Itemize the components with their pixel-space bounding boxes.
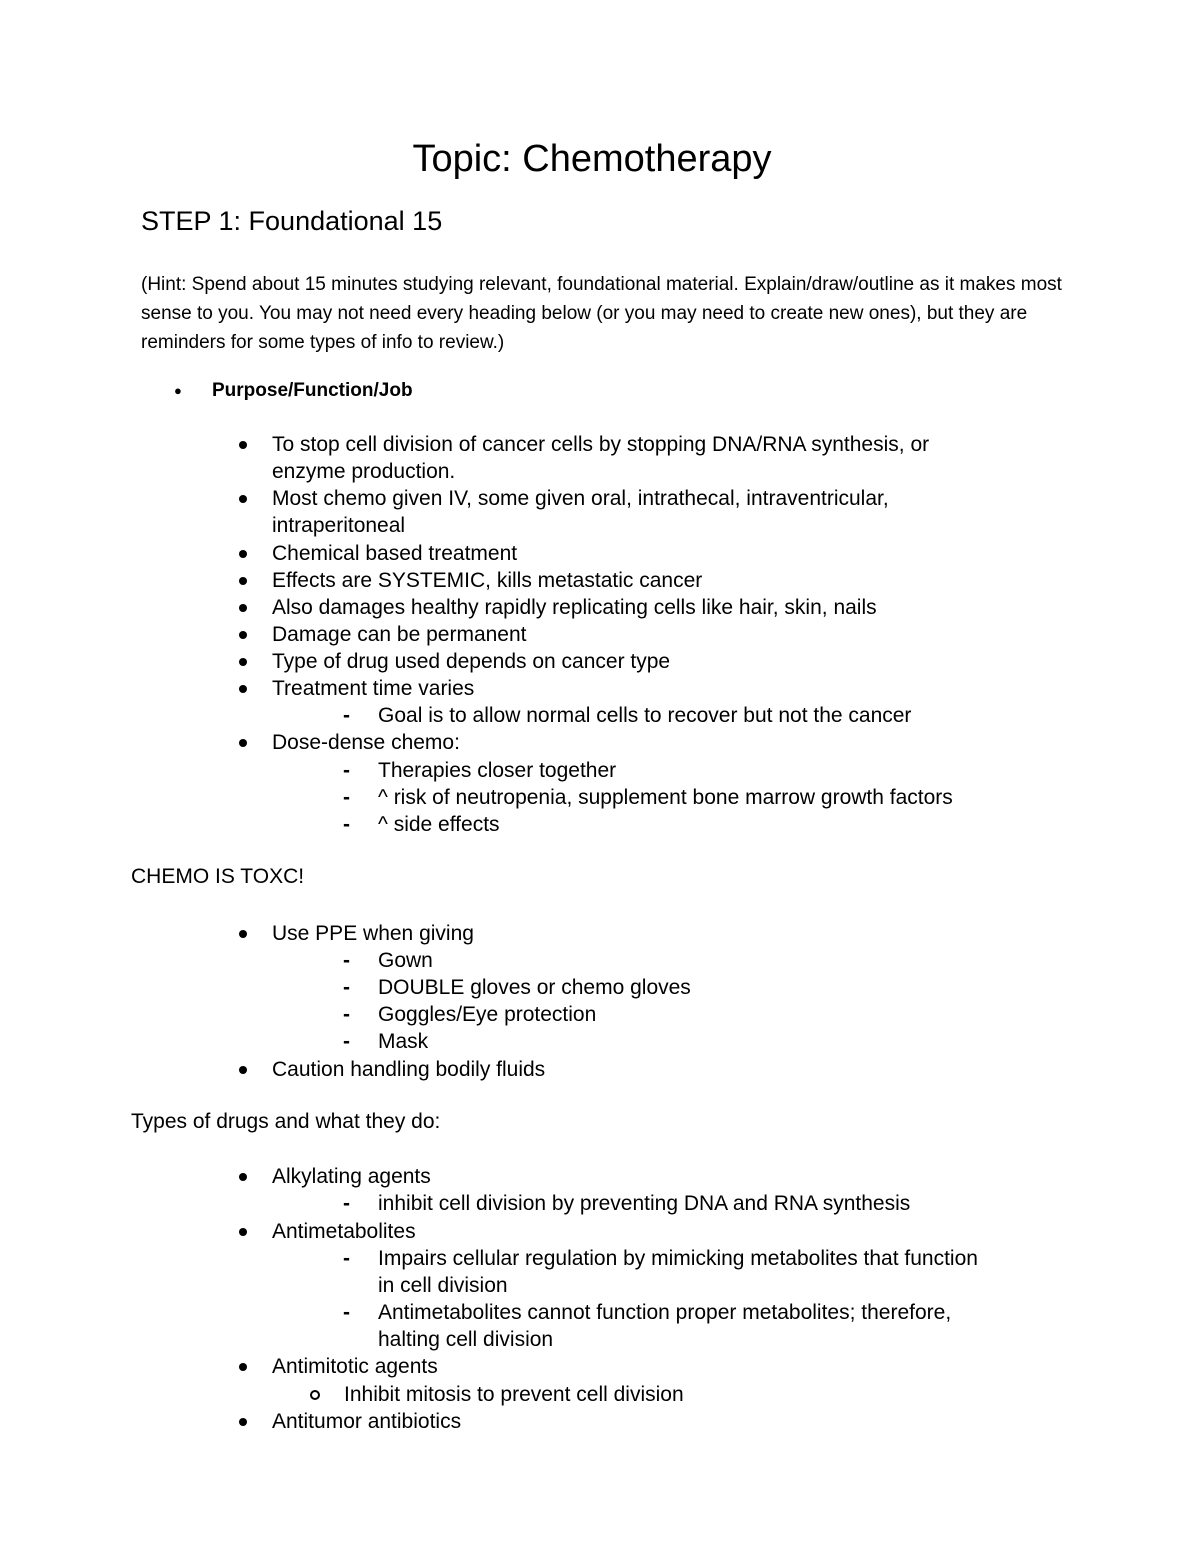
list-item: Dose-dense chemo: bbox=[272, 731, 460, 754]
list-item: Most chemo given IV, some given oral, intrathecal, intraventricular, bbox=[272, 487, 889, 510]
sub-list-item: - Goal is to allow normal cells to recover but not the cancer bbox=[378, 702, 911, 729]
sub-list-item-continuation: halting cell division bbox=[378, 1328, 554, 1351]
list-item: Damage can be permanent bbox=[272, 623, 527, 646]
sub-list-item: - Goggles/Eye protection bbox=[378, 1001, 596, 1028]
bullet-icon: ● bbox=[174, 383, 182, 398]
list-item-continuation: enzyme production. bbox=[272, 460, 456, 483]
list-item: Antimitotic agents bbox=[272, 1355, 438, 1378]
sub-list-item: - Therapies closer together bbox=[378, 757, 616, 784]
list-item: Also damages healthy rapidly replicating cells like hair, skin, nails bbox=[272, 596, 877, 619]
list-item: Antitumor antibiotics bbox=[272, 1410, 462, 1433]
list-item-continuation: intraperitoneal bbox=[272, 514, 406, 537]
list-item: Antimetabolites bbox=[272, 1220, 416, 1243]
list-item: Treatment time varies bbox=[272, 677, 475, 700]
list-item: Caution handling bodily fluids bbox=[272, 1058, 546, 1081]
hint-paragraph: (Hint: Spend about 15 minutes studying relevant, foundational material. Explain/draw/outline as it makes most sense to you. You may not need every heading below (or you may need to create new ones), but they are reminders for some types of info to review.) bbox=[141, 274, 1062, 353]
sub-list-item: - inhibit cell division by preventing DNA and RNA synthesis bbox=[378, 1190, 910, 1217]
sub-list-item: - ^ side effects bbox=[378, 811, 500, 838]
sub-list-item: - Antimetabolites cannot function proper metabolites; therefore, bbox=[378, 1299, 951, 1326]
sub-list-item-continuation: in cell division bbox=[378, 1274, 508, 1297]
sub-list-item: Inhibit mitosis to prevent cell division bbox=[344, 1383, 684, 1406]
sub-list-item: - Mask bbox=[378, 1028, 428, 1055]
toxic-heading: CHEMO IS TOXC! bbox=[131, 865, 305, 888]
list-item: Effects are SYSTEMIC, kills metastatic cancer bbox=[272, 569, 703, 592]
list-item: Use PPE when giving bbox=[272, 922, 474, 945]
sub-list-item: - Impairs cellular regulation by mimicking metabolites that function bbox=[378, 1245, 978, 1272]
list-item: Chemical based treatment bbox=[272, 542, 518, 565]
sub-list-item: - ^ risk of neutropenia, supplement bone marrow growth factors bbox=[378, 784, 953, 811]
page-title: Topic: Chemotherapy bbox=[412, 138, 772, 180]
list-item: Type of drug used depends on cancer type bbox=[272, 650, 671, 673]
sub-list-item: - Gown bbox=[378, 947, 433, 974]
purpose-heading: Purpose/Function/Job bbox=[212, 380, 413, 401]
list-item: To stop cell division of cancer cells by stopping DNA/RNA synthesis, or bbox=[272, 433, 930, 456]
list-item: Alkylating agents bbox=[272, 1165, 431, 1188]
step-heading: STEP 1: Foundational 15 bbox=[141, 206, 443, 236]
drugs-heading: Types of drugs and what they do: bbox=[131, 1110, 441, 1133]
sub-list-item: - DOUBLE gloves or chemo gloves bbox=[378, 974, 691, 1001]
